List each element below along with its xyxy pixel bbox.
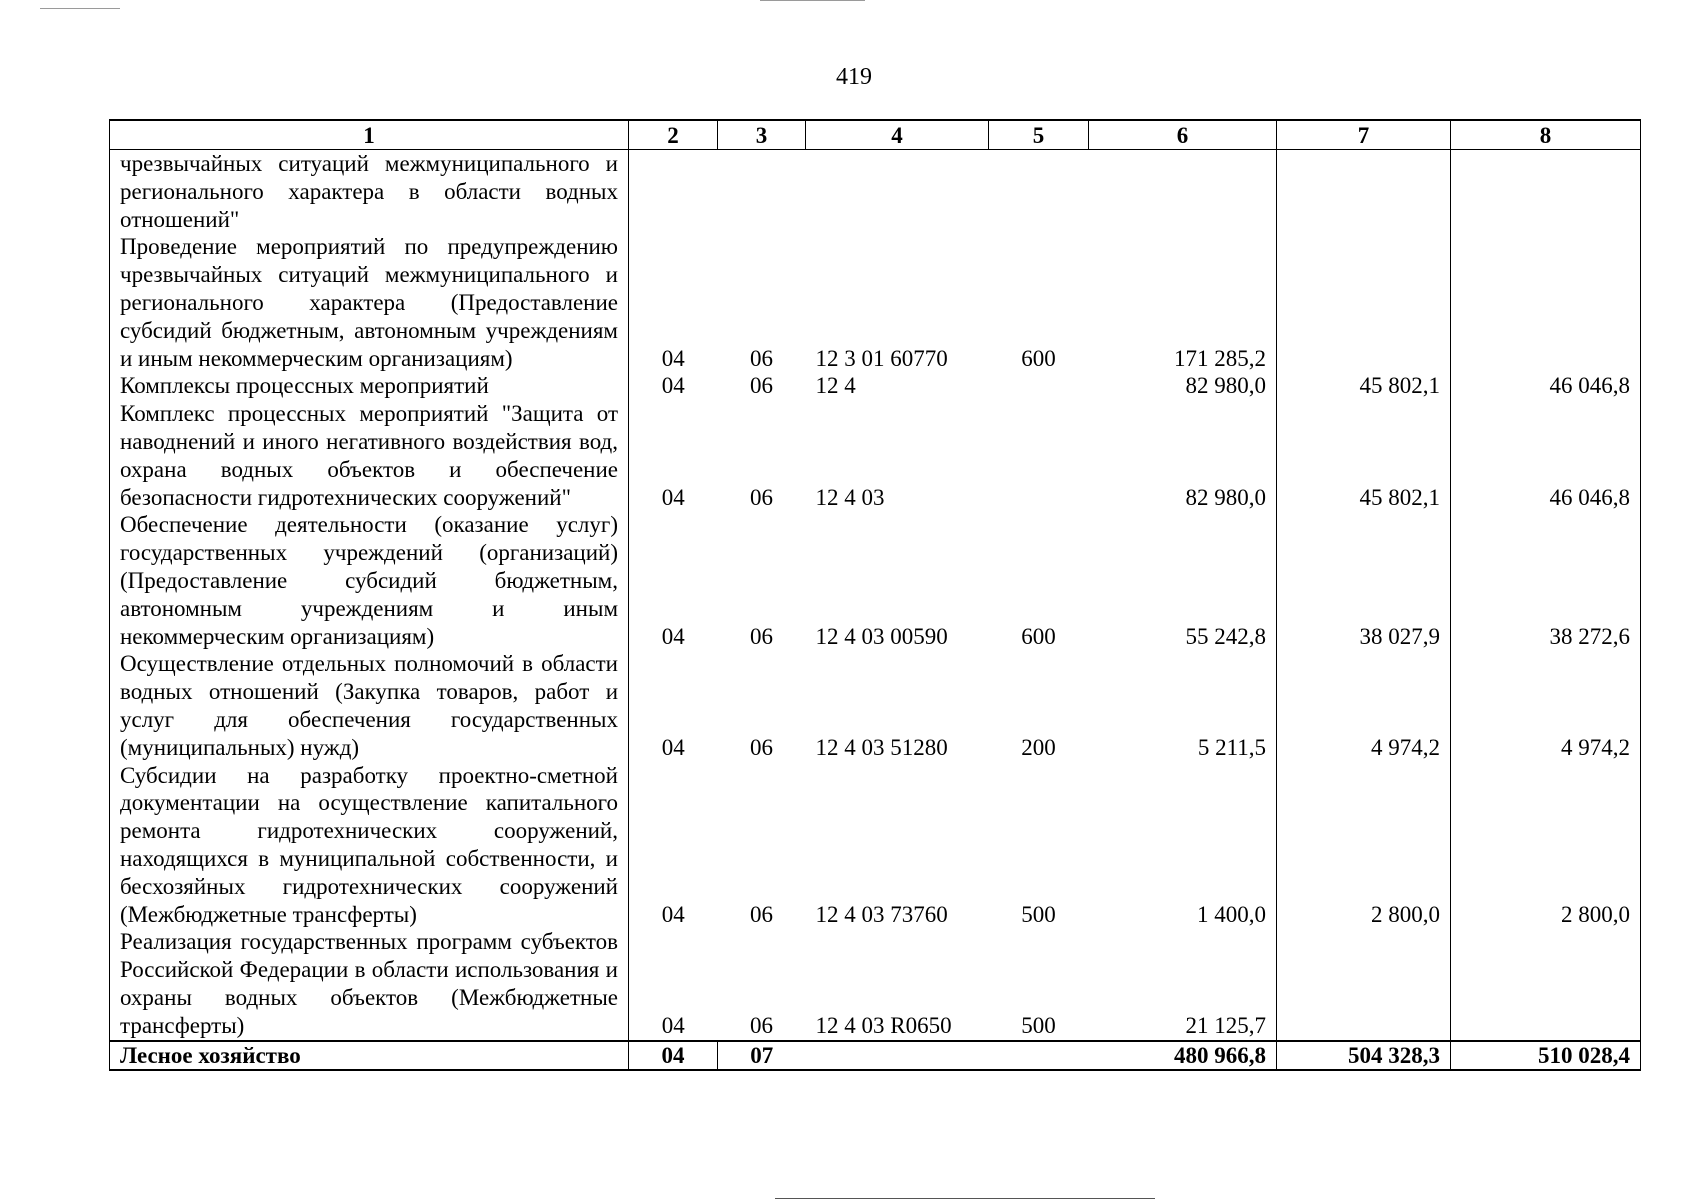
row-section — [629, 150, 718, 234]
header-col-6: 6 — [1089, 120, 1277, 150]
row-subsection: 06 — [750, 1012, 773, 1038]
row-amount-col8: 46 046,8 — [1451, 372, 1641, 400]
table-row — [110, 650, 1641, 761]
row-section: 04 — [661, 484, 685, 510]
row-amount-col8 — [1451, 233, 1641, 372]
row-target-code: 12 3 01 60770 — [815, 345, 948, 371]
row-description: Комплексы процессных мероприятий — [110, 372, 629, 400]
row-description: чрезвычайных ситуаций межмуниципального и регионального характера в области водных отношений" — [110, 150, 629, 234]
row-description: Реализация государственных программ субъектов Российской Федерации в области использования и охраны водных объектов (Межбюджетные трансферты) — [110, 928, 629, 1040]
table-row — [110, 372, 1641, 400]
row-target-code: 12 4 03 51280 — [815, 734, 948, 760]
row-amount-col7: 38 027,9 — [1277, 511, 1451, 650]
row-section: 04 — [661, 734, 685, 760]
row-description: Комплекс процессных мероприятий "Защита от наводнений и иного негативного воздействия вод, охрана водных объектов и обеспечение безопасности гидротехнических сооружений" — [110, 400, 629, 511]
row-amount-col7: 45 802,1 — [1277, 372, 1451, 400]
row-expense-type: 600 — [1021, 345, 1056, 371]
total-expense-type — [989, 1041, 1089, 1070]
row-section: 04 — [661, 373, 685, 399]
total-amount-col8: 510 028,4 — [1451, 1041, 1641, 1070]
row-amount-col6: 1 400,0 — [1089, 762, 1277, 929]
total-section: 04 — [629, 1041, 718, 1070]
row-amount-col7: 4 974,2 — [1277, 650, 1451, 761]
table-row — [110, 150, 1641, 234]
row-amount-col8: 46 046,8 — [1451, 400, 1641, 511]
row-section: 04 — [661, 345, 685, 371]
header-col-7: 7 — [1277, 120, 1451, 150]
total-row — [110, 1041, 1641, 1070]
row-amount-col6 — [1089, 150, 1277, 234]
row-amount-col8 — [1451, 150, 1641, 234]
row-target-code: 12 4 03 R0650 — [815, 1012, 952, 1038]
row-subsection — [718, 150, 806, 234]
table-row — [110, 400, 1641, 511]
budget-table — [109, 119, 1641, 1071]
total-description: Лесное хозяйство — [110, 1041, 629, 1070]
row-target-code: 12 4 03 73760 — [815, 901, 948, 927]
row-target-code: 12 4 — [815, 373, 856, 399]
table-row — [110, 233, 1641, 372]
header-col-4: 4 — [806, 120, 989, 150]
total-amount-col6: 480 966,8 — [1089, 1041, 1277, 1070]
row-amount-col6: 5 211,5 — [1089, 650, 1277, 761]
footer-rule — [775, 1198, 1155, 1199]
row-section: 04 — [661, 901, 685, 927]
header-col-3: 3 — [718, 120, 806, 150]
total-subsection: 07 — [718, 1041, 806, 1070]
header-col-2: 2 — [629, 120, 718, 150]
row-amount-col6: 82 980,0 — [1089, 372, 1277, 400]
row-section: 04 — [661, 623, 685, 649]
total-amount-col7: 504 328,3 — [1277, 1041, 1451, 1070]
row-expense-type — [989, 372, 1089, 400]
table-row — [110, 762, 1641, 929]
row-target-code — [806, 150, 989, 234]
scan-artifact-top-left — [40, 8, 120, 9]
row-description: Субсидии на разработку проектно-сметной документации на осуществление капитального ремонта гидротехнических сооружений, находящихся в муниципальной собственности, и бесхозяйных гидротехнических сооружений (Межбюджетные трансферты) — [110, 762, 629, 929]
row-amount-col7 — [1277, 233, 1451, 372]
row-expense-type: 500 — [1021, 901, 1056, 927]
row-amount-col6: 55 242,8 — [1089, 511, 1277, 650]
row-expense-type — [989, 150, 1089, 234]
row-target-code: 12 4 03 00590 — [815, 623, 948, 649]
header-col-8: 8 — [1451, 120, 1641, 150]
row-description: Обеспечение деятельности (оказание услуг) государственных учреждений (организаций) (Предоставление субсидий бюджетным, автономным учреждениям и иным некоммерческим организациям) — [110, 511, 629, 650]
table-row — [110, 928, 1641, 1040]
row-amount-col7: 2 800,0 — [1277, 762, 1451, 929]
header-col-5: 5 — [989, 120, 1089, 150]
row-amount-col7: 45 802,1 — [1277, 400, 1451, 511]
row-amount-col6: 21 125,7 — [1089, 928, 1277, 1040]
row-subsection: 06 — [750, 901, 773, 927]
row-target-code: 12 4 03 — [815, 484, 885, 510]
row-amount-col6: 171 285,2 — [1089, 233, 1277, 372]
row-amount-col6: 82 980,0 — [1089, 400, 1277, 511]
scan-artifact-top-center — [760, 0, 865, 1]
row-subsection: 06 — [750, 484, 773, 510]
row-subsection: 06 — [750, 734, 773, 760]
row-subsection: 06 — [750, 623, 773, 649]
table-header-row — [110, 120, 1641, 150]
table-row — [110, 511, 1641, 650]
row-amount-col7 — [1277, 928, 1451, 1040]
row-description: Проведение мероприятий по предупреждению чрезвычайных ситуаций межмуниципального и регионального характера (Предоставление субсидий бюджетным, автономным учреждениям и иным некоммерческим организациям) — [110, 233, 629, 372]
row-expense-type: 600 — [1021, 623, 1056, 649]
header-col-1: 1 — [110, 120, 629, 150]
row-expense-type — [989, 400, 1089, 511]
row-amount-col7 — [1277, 150, 1451, 234]
row-amount-col8 — [1451, 928, 1641, 1040]
row-subsection: 06 — [750, 345, 773, 371]
total-target-code — [806, 1041, 989, 1070]
row-expense-type: 500 — [1021, 1012, 1056, 1038]
row-amount-col8: 2 800,0 — [1451, 762, 1641, 929]
row-subsection: 06 — [750, 373, 773, 399]
row-amount-col8: 38 272,6 — [1451, 511, 1641, 650]
row-amount-col8: 4 974,2 — [1451, 650, 1641, 761]
row-description: Осуществление отдельных полномочий в области водных отношений (Закупка товаров, работ и услуг для обеспечения государственных (муниципальных) нужд) — [110, 650, 629, 761]
row-expense-type: 200 — [1021, 734, 1056, 760]
page-number: 419 — [836, 64, 872, 90]
row-section: 04 — [661, 1012, 685, 1038]
